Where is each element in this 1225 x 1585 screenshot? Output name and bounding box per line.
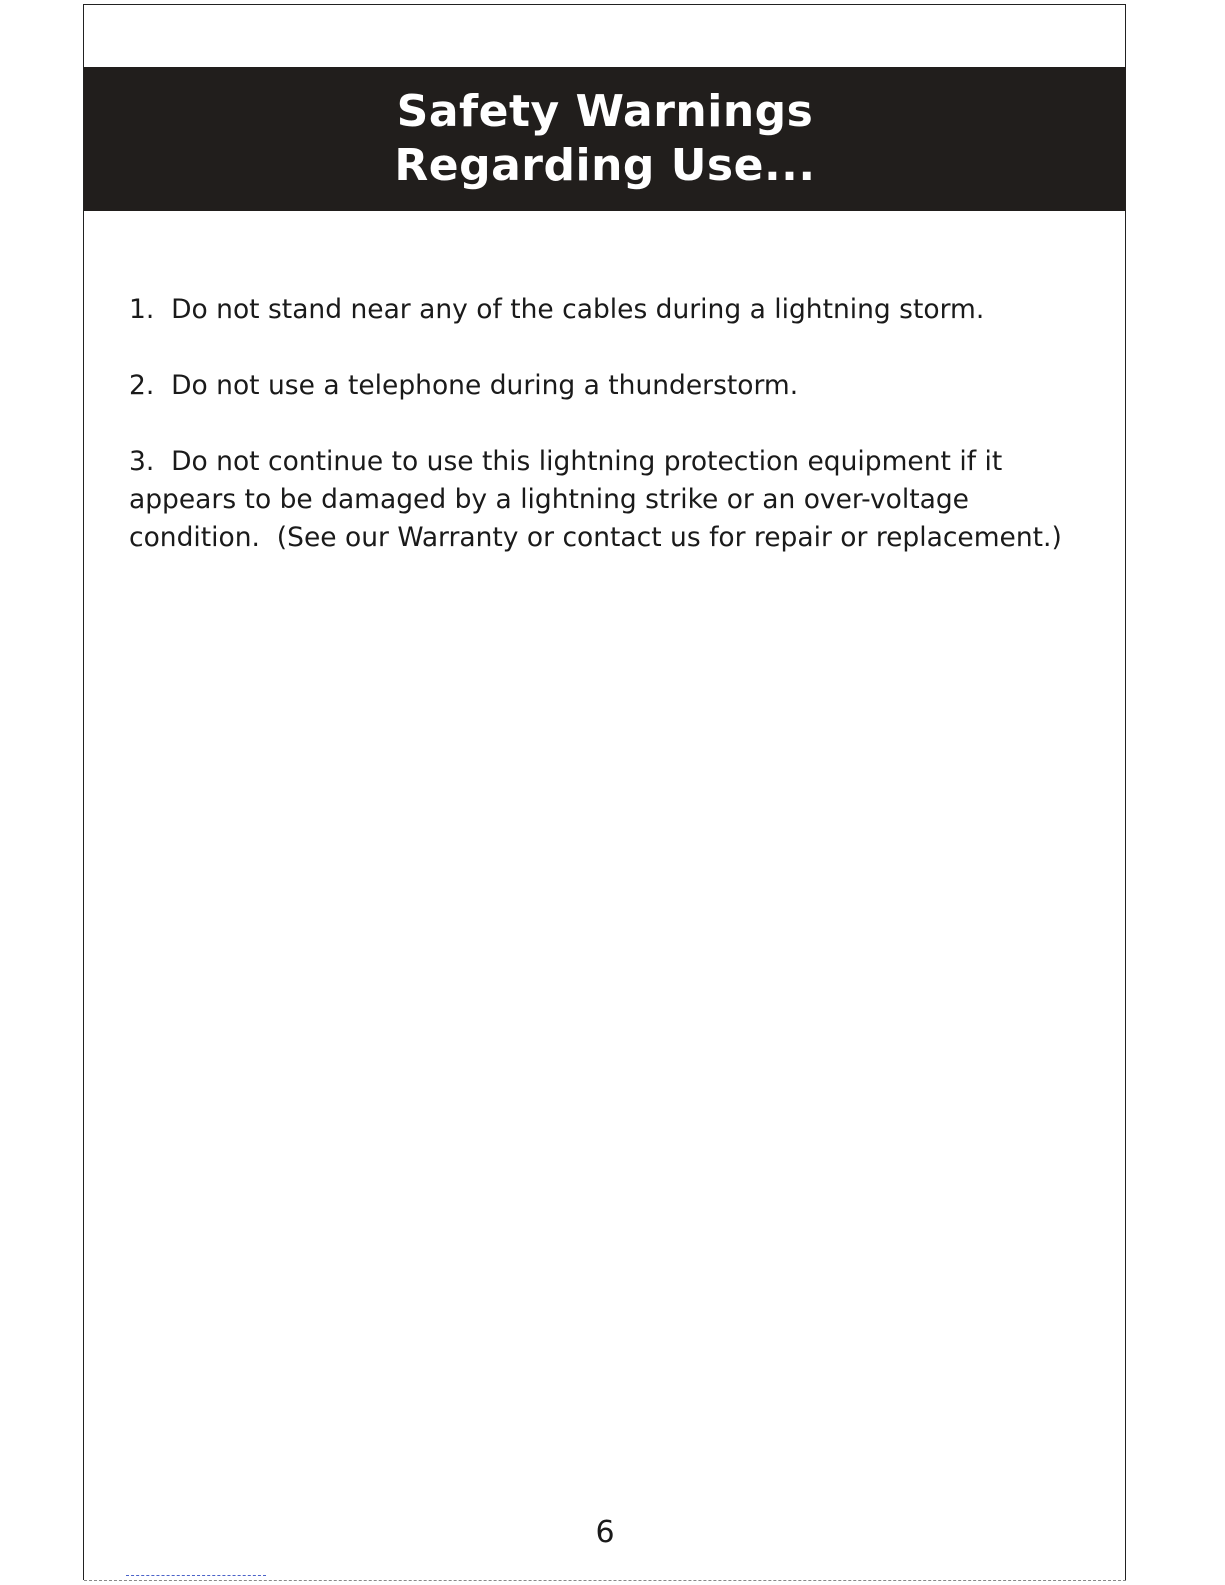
bottom-divider [84,1580,1126,1581]
document-page [83,4,1126,1580]
title-banner [84,67,1126,211]
page-number: 6 [595,1515,615,1550]
page-title-line-2: Regarding Use... [394,140,816,191]
page-title-line-1: Safety Warnings [396,86,814,137]
warning-item-3: 3. Do not continue to use this lightning protection equipment if it appears to be damaged by a lightning strike or an over-voltage condition. (See our Warranty or contact us for repair or replacement.) [129,446,1062,553]
safety-warnings-list [129,291,1089,557]
bottom-link-underline [126,1575,266,1576]
warning-item-2: 2. Do not use a telephone during a thunderstorm. [129,370,799,401]
warning-item-1: 1. Do not stand near any of the cables during a lightning storm. [129,294,985,325]
